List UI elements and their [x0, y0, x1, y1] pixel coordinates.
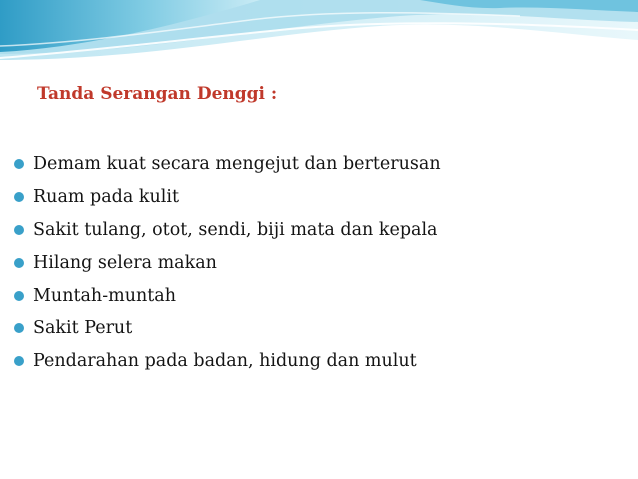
list-item-text: Pendarahan pada badan, hidung dan mulut — [33, 351, 417, 372]
list-item-text: Ruam pada kulit — [33, 187, 179, 208]
list-item-text: Muntah-muntah — [33, 285, 176, 306]
bullet-dot-icon — [14, 323, 24, 333]
list-item — [14, 345, 441, 378]
symptom-list — [14, 148, 441, 378]
bullet-dot-icon — [14, 258, 24, 268]
list-item — [14, 148, 441, 181]
bullet-dot-icon — [14, 192, 24, 202]
list-item — [14, 279, 441, 312]
bullet-dot-icon — [14, 225, 24, 235]
bullet-dot-icon — [14, 291, 24, 301]
list-item — [14, 214, 441, 247]
list-item — [14, 246, 441, 279]
slide-title: Tanda Serangan Denggi : — [37, 84, 278, 104]
list-item-text: Demam kuat secara mengejut dan berterusan — [33, 154, 441, 175]
list-item-text: Sakit tulang, otot, sendi, biji mata dan kepala — [33, 219, 438, 240]
list-item — [14, 312, 441, 345]
header-wave-decoration — [0, 0, 638, 80]
bullet-dot-icon — [14, 356, 24, 366]
list-item-text: Sakit Perut — [33, 318, 133, 339]
list-item-text: Hilang selera makan — [33, 252, 217, 273]
bullet-dot-icon — [14, 159, 24, 169]
list-item — [14, 181, 441, 214]
